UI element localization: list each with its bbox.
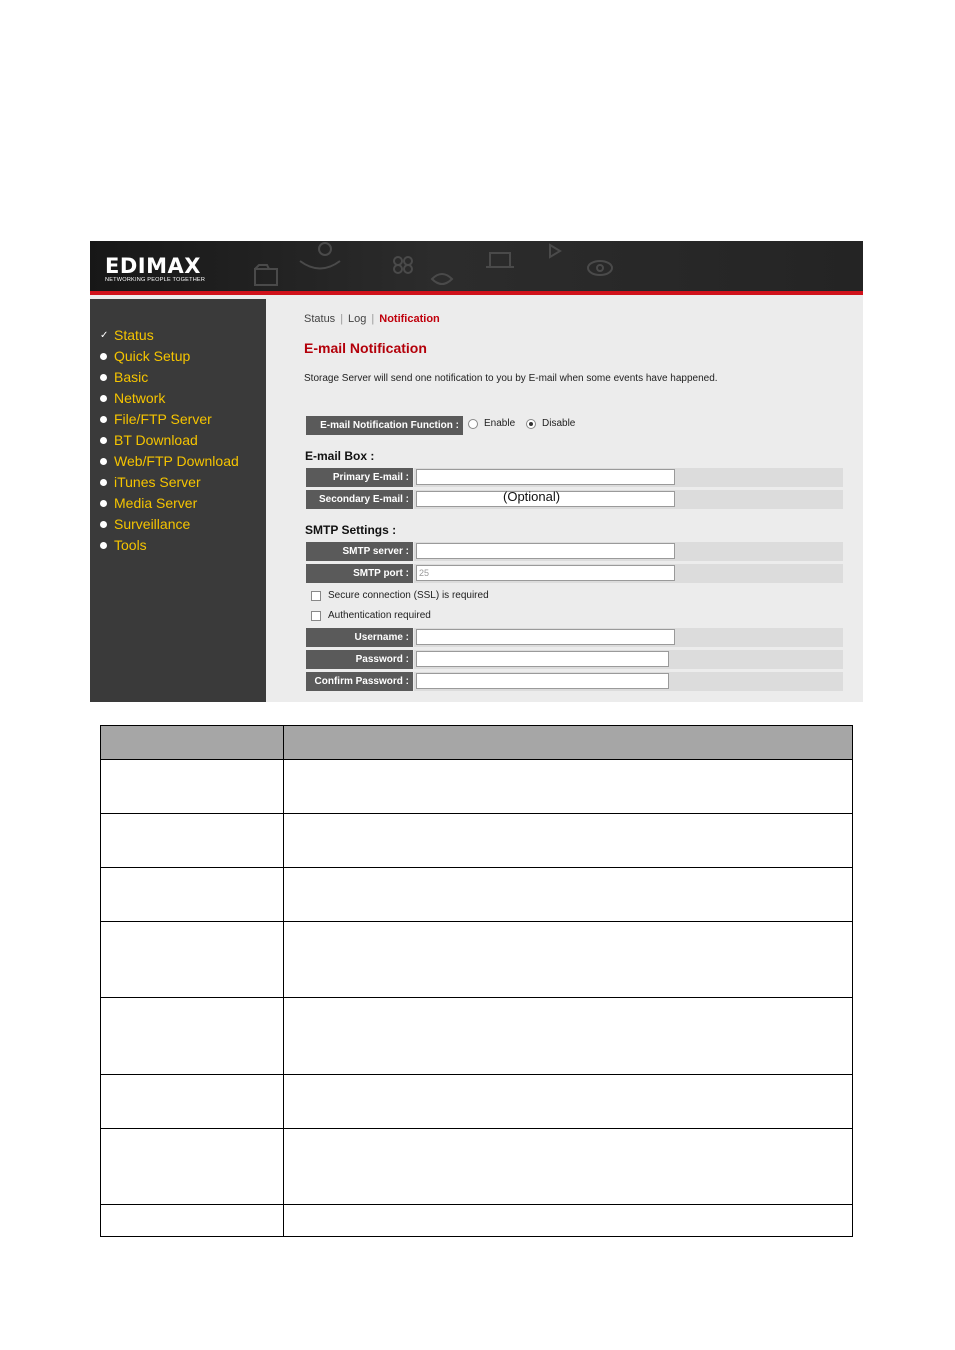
main-content — [266, 299, 863, 702]
table-header-cell — [284, 726, 853, 760]
enable-radio[interactable] — [468, 418, 515, 429]
table-row — [101, 868, 853, 922]
bullet-icon — [100, 353, 107, 360]
sidebar-item-label: Basic — [114, 369, 149, 385]
tab-separator: | — [340, 313, 344, 325]
enable-radio-label: Enable — [484, 418, 516, 429]
ssl-required-label: Secure connection (SSL) is required — [328, 590, 489, 601]
table-header-row — [101, 726, 853, 760]
page-title: E-mail Notification — [304, 340, 427, 356]
brand-name: EDIMAX — [105, 254, 201, 278]
radio-unselected-icon — [468, 419, 478, 429]
table-header-cell — [101, 726, 284, 760]
primary-email-input[interactable] — [416, 469, 675, 485]
password-input[interactable] — [416, 651, 669, 667]
check-icon: ✓ — [100, 329, 109, 341]
table-cell — [101, 922, 284, 998]
table-cell — [284, 814, 853, 868]
sidebar-item-label: iTunes Server — [114, 474, 201, 490]
sidebar-item-media-server[interactable] — [100, 493, 239, 514]
smtp-server-input[interactable] — [416, 543, 675, 559]
table-cell — [284, 1075, 853, 1129]
sidebar-item-bt-download[interactable] — [100, 430, 239, 451]
auth-required-checkbox[interactable] — [311, 610, 431, 621]
sidebar — [90, 299, 266, 702]
smtp-server-label: SMTP server : — [306, 542, 413, 561]
sidebar-item-tools[interactable] — [100, 535, 239, 556]
sidebar-item-status[interactable] — [100, 325, 239, 346]
smtp-port-input[interactable]: 25 — [416, 565, 675, 581]
sidebar-item-label: Surveillance — [114, 516, 191, 532]
table-cell — [101, 760, 284, 814]
email-box-heading: E-mail Box : — [305, 449, 375, 463]
sidebar-item-network[interactable] — [100, 388, 239, 409]
sidebar-item-label: Network — [114, 390, 166, 406]
checkbox-unchecked-icon — [311, 591, 321, 601]
edimax-logo — [105, 255, 205, 283]
sidebar-item-label: File/FTP Server — [114, 411, 212, 427]
sidebar-item-basic[interactable] — [100, 367, 239, 388]
description-table — [100, 725, 853, 1237]
header-decoration-icons — [250, 241, 650, 291]
table-cell — [101, 1075, 284, 1129]
auth-required-label: Authentication required — [328, 610, 431, 621]
table-cell — [284, 1129, 853, 1205]
email-notification-function-label: E-mail Notification Function : — [306, 416, 463, 435]
bullet-icon — [100, 521, 107, 528]
table-cell — [101, 814, 284, 868]
username-label: Username : — [306, 628, 413, 647]
username-input[interactable] — [416, 629, 675, 645]
bullet-icon — [100, 500, 107, 507]
table-cell — [284, 922, 853, 998]
sidebar-item-label: Quick Setup — [114, 348, 191, 364]
sidebar-item-label: Status — [114, 327, 154, 343]
header-red-stripe — [90, 291, 863, 295]
bullet-icon — [100, 374, 107, 381]
confirm-password-label: Confirm Password : — [306, 672, 413, 691]
tab-log[interactable]: Log — [348, 313, 367, 325]
router-ui-screenshot — [90, 241, 863, 702]
radio-selected-icon — [526, 419, 536, 429]
sidebar-item-label: Web/FTP Download — [114, 453, 239, 469]
table-row — [101, 922, 853, 998]
sidebar-item-file-ftp-server[interactable] — [100, 409, 239, 430]
ssl-required-checkbox[interactable] — [311, 590, 489, 601]
sidebar-item-quick-setup[interactable] — [100, 346, 239, 367]
smtp-settings-heading: SMTP Settings : — [305, 523, 397, 537]
bullet-icon — [100, 458, 107, 465]
sidebar-item-label: Tools — [114, 537, 147, 553]
brand-tagline: NETWORKING PEOPLE TOGETHER — [105, 277, 206, 283]
sub-tabs — [304, 313, 440, 325]
sidebar-item-itunes-server[interactable] — [100, 472, 239, 493]
table-row — [101, 1075, 853, 1129]
bullet-icon — [100, 542, 107, 549]
table-cell — [284, 998, 853, 1075]
header-bar — [90, 241, 863, 295]
sidebar-item-label: Media Server — [114, 495, 198, 511]
table-cell — [284, 868, 853, 922]
table-row — [101, 814, 853, 868]
bullet-icon — [100, 416, 107, 423]
primary-email-label: Primary E-mail : — [306, 468, 413, 487]
tab-separator: | — [371, 313, 375, 325]
bullet-icon — [100, 395, 107, 402]
tab-status[interactable]: Status — [304, 313, 336, 325]
table-cell — [284, 1205, 853, 1237]
tab-notification[interactable]: Notification — [379, 313, 440, 325]
secondary-email-label: Secondary E-mail : — [306, 490, 413, 509]
smtp-port-label: SMTP port : — [306, 564, 413, 583]
bullet-icon — [100, 479, 107, 486]
disable-radio-label: Disable — [542, 418, 576, 429]
sidebar-item-label: BT Download — [114, 432, 198, 448]
bullet-icon — [100, 437, 107, 444]
table-cell — [284, 760, 853, 814]
table-cell — [101, 868, 284, 922]
page-description: Storage Server will send one notification to you by E-mail when some events have happened. — [304, 373, 718, 384]
confirm-password-input[interactable] — [416, 673, 669, 689]
table-row — [101, 1129, 853, 1205]
sidebar-menu — [100, 325, 239, 556]
table-cell — [101, 1205, 284, 1237]
optional-note: (Optional) — [503, 489, 561, 504]
disable-radio[interactable] — [526, 418, 575, 429]
table-row — [101, 1205, 853, 1237]
sidebar-item-web-ftp-download[interactable] — [100, 451, 239, 472]
table-cell — [101, 1129, 284, 1205]
checkbox-unchecked-icon — [311, 611, 321, 621]
table-row — [101, 998, 853, 1075]
password-label: Password : — [306, 650, 413, 669]
table-cell — [101, 998, 284, 1075]
sidebar-item-surveillance[interactable] — [100, 514, 239, 535]
table-row — [101, 760, 853, 814]
